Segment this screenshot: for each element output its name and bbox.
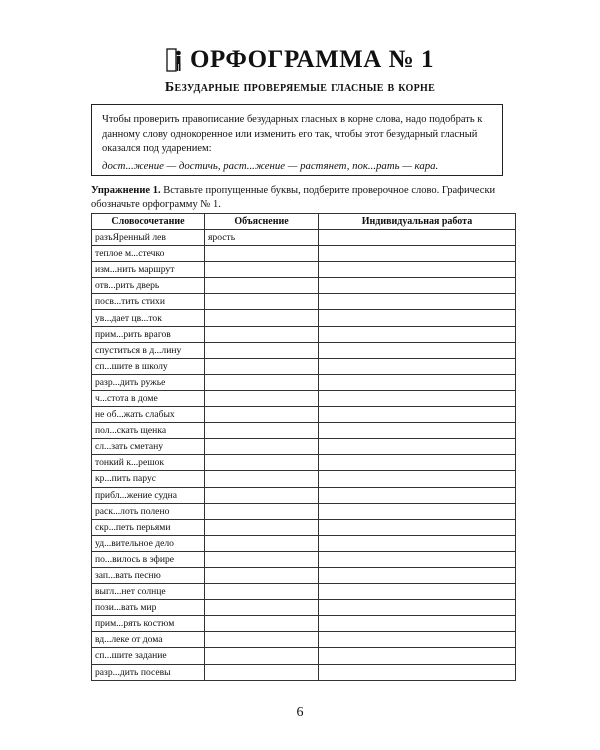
table-row (92, 439, 516, 455)
phrase-cell: изм...нить маршрут (92, 262, 205, 278)
explanation-cell[interactable] (205, 535, 319, 551)
phrase-cell: ч...стота в доме (92, 390, 205, 406)
individual-work-cell[interactable] (319, 455, 516, 471)
table-row (92, 342, 516, 358)
individual-work-cell[interactable] (319, 551, 516, 567)
individual-work-cell[interactable] (319, 407, 516, 423)
individual-work-cell[interactable] (319, 616, 516, 632)
individual-work-cell[interactable] (319, 664, 516, 680)
table-body (92, 230, 516, 681)
individual-work-cell[interactable] (319, 632, 516, 648)
individual-work-cell[interactable] (319, 358, 516, 374)
individual-work-cell[interactable] (319, 471, 516, 487)
phrase-cell: разъЯренный лев (92, 230, 205, 246)
individual-work-cell[interactable] (319, 262, 516, 278)
explanation-cell[interactable] (205, 310, 319, 326)
individual-work-cell[interactable] (319, 310, 516, 326)
explanation-cell[interactable] (205, 503, 319, 519)
table-row (92, 310, 516, 326)
phrase-cell: сп...шите задание (92, 648, 205, 664)
exercise-text: Вставьте пропущенные буквы, подберите проверочное слово. Графически обозначьте орфограмму № 1. (91, 185, 496, 210)
table-row (92, 374, 516, 390)
phrase-cell: зап...вать песню (92, 567, 205, 583)
individual-work-cell[interactable] (319, 439, 516, 455)
table-row (92, 503, 516, 519)
individual-work-cell[interactable] (319, 600, 516, 616)
table-row (92, 407, 516, 423)
explanation-cell[interactable] (205, 358, 319, 374)
table-row (92, 519, 516, 535)
title-text: ОРФОГРАММА № 1 (190, 46, 434, 73)
explanation-cell[interactable] (205, 326, 319, 342)
table-row (92, 487, 516, 503)
explanation-cell[interactable]: ярость (205, 230, 319, 246)
table-header-row (92, 214, 516, 230)
table-row (92, 567, 516, 583)
explanation-cell[interactable] (205, 584, 319, 600)
table-row (92, 455, 516, 471)
table-row (92, 648, 516, 664)
phrase-cell: прим...рить врагов (92, 326, 205, 342)
phrase-cell: прим...рять костюм (92, 616, 205, 632)
explanation-cell[interactable] (205, 632, 319, 648)
page-number: 6 (296, 705, 304, 720)
individual-work-cell[interactable] (319, 648, 516, 664)
individual-work-cell[interactable] (319, 326, 516, 342)
explanation-cell[interactable] (205, 374, 319, 390)
explanation-cell[interactable] (205, 262, 319, 278)
table-row (92, 278, 516, 294)
table-row (92, 600, 516, 616)
table-row (92, 551, 516, 567)
phrase-cell: выгл...нет солнце (92, 584, 205, 600)
phrase-cell: уд...вительное дело (92, 535, 205, 551)
phrase-cell: вд...леке от дома (92, 632, 205, 648)
individual-work-cell[interactable] (319, 567, 516, 583)
phrase-cell: раск...лоть полено (92, 503, 205, 519)
table-row (92, 423, 516, 439)
phrase-cell: сл...зать сметану (92, 439, 205, 455)
phrase-cell: пози...вать мир (92, 600, 205, 616)
column-header-explanation: Объяснение (205, 214, 319, 230)
phrase-cell: тонкий к...решок (92, 455, 205, 471)
explanation-cell[interactable] (205, 294, 319, 310)
individual-work-cell[interactable] (319, 342, 516, 358)
exercise-instructions (91, 184, 511, 212)
phrase-cell: скр...петь перьями (92, 519, 205, 535)
standing-figure-icon (166, 48, 182, 72)
phrase-cell: кр...пить парус (92, 471, 205, 487)
individual-work-cell[interactable] (319, 423, 516, 439)
explanation-cell[interactable] (205, 519, 319, 535)
phrase-cell: спуститься в д...лину (92, 342, 205, 358)
table-row (92, 326, 516, 342)
individual-work-cell[interactable] (319, 278, 516, 294)
table-row (92, 535, 516, 551)
title-row (0, 46, 600, 77)
exercise-label: Упражнение 1. (91, 185, 161, 196)
table-row (92, 230, 516, 246)
rule-examples: дост...жение — достичь, раст...жение — растянет, пок...рать — кара. (102, 159, 439, 172)
explanation-cell[interactable] (205, 342, 319, 358)
phrase-cell: пол...скать щенка (92, 423, 205, 439)
table-row (92, 246, 516, 262)
explanation-cell[interactable] (205, 407, 319, 423)
explanation-cell[interactable] (205, 487, 319, 503)
explanation-cell[interactable] (205, 664, 319, 680)
table-row (92, 471, 516, 487)
individual-work-cell[interactable] (319, 519, 516, 535)
phrase-cell: не об...жать слабых (92, 407, 205, 423)
table-row (92, 358, 516, 374)
individual-work-cell[interactable] (319, 584, 516, 600)
explanation-cell[interactable] (205, 567, 319, 583)
phrase-cell: по...вилось в эфире (92, 551, 205, 567)
table-row (92, 632, 516, 648)
explanation-cell[interactable] (205, 439, 319, 455)
individual-work-cell[interactable] (319, 230, 516, 246)
explanation-cell[interactable] (205, 600, 319, 616)
phrase-cell: отв...рить дверь (92, 278, 205, 294)
exercise-table (91, 213, 516, 681)
explanation-cell[interactable] (205, 246, 319, 262)
phrase-cell: теплое м...стечко (92, 246, 205, 262)
page-subtitle: Безударные проверяемые гласные в корне (164, 80, 436, 95)
phrase-cell: ув...дает цв...ток (92, 310, 205, 326)
table-row (92, 262, 516, 278)
explanation-cell[interactable] (205, 390, 319, 406)
explanation-cell[interactable] (205, 278, 319, 294)
individual-work-cell[interactable] (319, 374, 516, 390)
individual-work-cell[interactable] (319, 246, 516, 262)
column-header-individual-work: Индивидуальная работа (319, 214, 516, 230)
column-header-phrase: Словосочетание (92, 214, 205, 230)
explanation-cell[interactable] (205, 455, 319, 471)
table-row (92, 616, 516, 632)
individual-work-cell[interactable] (319, 535, 516, 551)
phrase-cell: прибл...жение судна (92, 487, 205, 503)
explanation-cell[interactable] (205, 648, 319, 664)
phrase-cell: посв...тить стихи (92, 294, 205, 310)
table-row (92, 664, 516, 680)
explanation-cell[interactable] (205, 616, 319, 632)
page-title (166, 46, 434, 74)
individual-work-cell[interactable] (319, 503, 516, 519)
rule-text: Чтобы проверить правописание безударных гласных в корне слова, надо подобрать к данному слову однокоренное или изменить его так, чтобы этот безударный гласный оказался под ударением: (102, 114, 483, 154)
phrase-cell: разр...дить посевы (92, 664, 205, 680)
explanation-cell[interactable] (205, 551, 319, 567)
table-row (92, 390, 516, 406)
rule-box (91, 104, 503, 176)
phrase-cell: разр...дить ружье (92, 374, 205, 390)
phrase-cell: сп...шите в школу (92, 358, 205, 374)
explanation-cell[interactable] (205, 471, 319, 487)
individual-work-cell[interactable] (319, 294, 516, 310)
individual-work-cell[interactable] (319, 487, 516, 503)
table-row (92, 584, 516, 600)
table-row (92, 294, 516, 310)
explanation-cell[interactable] (205, 423, 319, 439)
individual-work-cell[interactable] (319, 390, 516, 406)
